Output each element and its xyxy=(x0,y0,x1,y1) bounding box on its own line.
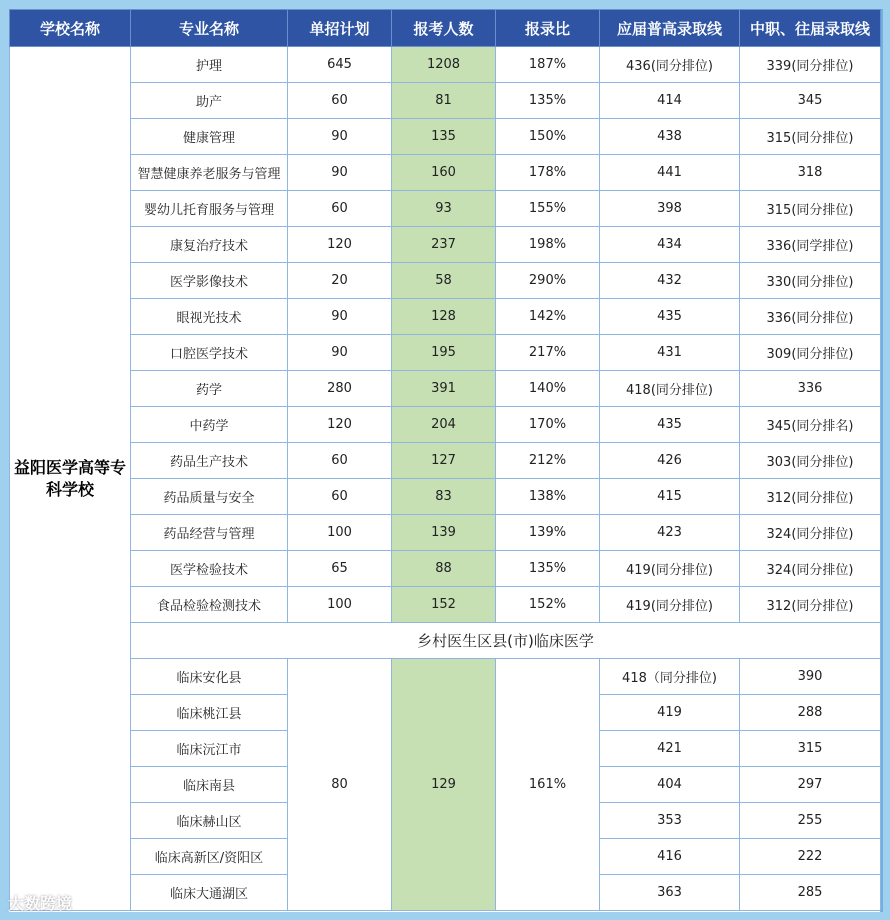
general-cutoff-cell: 418（同分排位) xyxy=(600,659,740,695)
applicants-cell: 152 xyxy=(392,587,496,623)
table-row xyxy=(10,227,881,263)
vocational-cutoff-cell: 330(同分排位) xyxy=(740,263,881,299)
vocational-cutoff-cell: 303(同分排位) xyxy=(740,443,881,479)
section-row xyxy=(10,623,881,659)
vocational-cutoff-cell: 222 xyxy=(740,839,881,875)
table-row xyxy=(10,335,881,371)
section-title: 乡村医生区县(市)临床医学 xyxy=(131,623,881,659)
major-cell: 护理 xyxy=(131,47,288,83)
major-cell: 婴幼儿托育服务与管理 xyxy=(131,191,288,227)
major-cell: 中药学 xyxy=(131,407,288,443)
general-cutoff-cell: 423 xyxy=(600,515,740,551)
vocational-cutoff-cell: 297 xyxy=(740,767,881,803)
plan-cell: 60 xyxy=(288,479,392,515)
vocational-cutoff-cell: 309(同分排位) xyxy=(740,335,881,371)
vocational-cutoff-cell: 336(同学排位) xyxy=(740,227,881,263)
general-cutoff-cell: 363 xyxy=(600,875,740,911)
general-cutoff-cell: 414 xyxy=(600,83,740,119)
major-cell: 食品检验检测技术 xyxy=(131,587,288,623)
major-cell: 医学检验技术 xyxy=(131,551,288,587)
header-major: 专业名称 xyxy=(131,10,288,47)
applicants-cell: 237 xyxy=(392,227,496,263)
applicants-cell: 204 xyxy=(392,407,496,443)
major-cell: 临床桃江县 xyxy=(131,695,288,731)
table-row xyxy=(10,83,881,119)
applicants-cell: 195 xyxy=(392,335,496,371)
general-cutoff-cell: 441 xyxy=(600,155,740,191)
general-cutoff-cell: 419(同分排位) xyxy=(600,551,740,587)
general-cutoff-cell: 353 xyxy=(600,803,740,839)
major-cell: 临床南县 xyxy=(131,767,288,803)
plan-cell: 280 xyxy=(288,371,392,407)
plan-cell: 80 xyxy=(288,659,392,911)
major-cell: 药品质量与安全 xyxy=(131,479,288,515)
ratio-cell: 138% xyxy=(496,479,600,515)
table-row xyxy=(10,515,881,551)
vocational-cutoff-cell: 318 xyxy=(740,155,881,191)
vocational-cutoff-cell: 288 xyxy=(740,695,881,731)
major-cell: 口腔医学技术 xyxy=(131,335,288,371)
plan-cell: 90 xyxy=(288,155,392,191)
header-school: 学校名称 xyxy=(10,10,131,47)
general-cutoff-cell: 398 xyxy=(600,191,740,227)
ratio-cell: 139% xyxy=(496,515,600,551)
table-row xyxy=(10,551,881,587)
vocational-cutoff-cell: 345(同分排名) xyxy=(740,407,881,443)
table-row xyxy=(10,191,881,227)
plan-cell: 60 xyxy=(288,191,392,227)
applicants-cell: 81 xyxy=(392,83,496,119)
vocational-cutoff-cell: 285 xyxy=(740,875,881,911)
table-row xyxy=(10,587,881,623)
ratio-cell: 187% xyxy=(496,47,600,83)
vocational-cutoff-cell: 336 xyxy=(740,371,881,407)
ratio-cell: 290% xyxy=(496,263,600,299)
general-cutoff-cell: 418(同分排位) xyxy=(600,371,740,407)
vocational-cutoff-cell: 336(同分排位) xyxy=(740,299,881,335)
major-cell: 助产 xyxy=(131,83,288,119)
ratio-cell: 152% xyxy=(496,587,600,623)
ratio-cell: 155% xyxy=(496,191,600,227)
ratio-cell: 135% xyxy=(496,551,600,587)
general-cutoff-cell: 421 xyxy=(600,731,740,767)
plan-cell: 645 xyxy=(288,47,392,83)
admission-table xyxy=(9,9,881,911)
table-row xyxy=(10,299,881,335)
table-row xyxy=(10,263,881,299)
admission-table-container xyxy=(9,9,883,912)
vocational-cutoff-cell: 339(同分排位) xyxy=(740,47,881,83)
major-cell: 临床安化县 xyxy=(131,659,288,695)
general-cutoff-cell: 434 xyxy=(600,227,740,263)
watermark: 大数跨境 xyxy=(8,894,73,913)
major-cell: 药品生产技术 xyxy=(131,443,288,479)
ratio-cell: 135% xyxy=(496,83,600,119)
applicants-cell: 83 xyxy=(392,479,496,515)
general-cutoff-cell: 416 xyxy=(600,839,740,875)
table-row xyxy=(10,407,881,443)
plan-cell: 90 xyxy=(288,299,392,335)
general-cutoff-cell: 438 xyxy=(600,119,740,155)
vocational-cutoff-cell: 312(同分排位) xyxy=(740,479,881,515)
table-row xyxy=(10,119,881,155)
header-applicants: 报考人数 xyxy=(392,10,496,47)
major-cell: 药学 xyxy=(131,371,288,407)
general-cutoff-cell: 426 xyxy=(600,443,740,479)
major-cell: 临床沅江市 xyxy=(131,731,288,767)
general-cutoff-cell: 404 xyxy=(600,767,740,803)
ratio-cell: 140% xyxy=(496,371,600,407)
applicants-cell: 127 xyxy=(392,443,496,479)
vocational-cutoff-cell: 324(同分排位) xyxy=(740,515,881,551)
applicants-cell: 88 xyxy=(392,551,496,587)
table-row xyxy=(10,659,881,695)
major-cell: 临床赫山区 xyxy=(131,803,288,839)
plan-cell: 65 xyxy=(288,551,392,587)
plan-cell: 60 xyxy=(288,83,392,119)
general-cutoff-cell: 419 xyxy=(600,695,740,731)
ratio-cell: 212% xyxy=(496,443,600,479)
major-cell: 眼视光技术 xyxy=(131,299,288,335)
table-row xyxy=(10,155,881,191)
vocational-cutoff-cell: 312(同分排位) xyxy=(740,587,881,623)
applicants-cell: 139 xyxy=(392,515,496,551)
ratio-cell: 170% xyxy=(496,407,600,443)
general-cutoff-cell: 431 xyxy=(600,335,740,371)
vocational-cutoff-cell: 255 xyxy=(740,803,881,839)
applicants-cell: 58 xyxy=(392,263,496,299)
plan-cell: 90 xyxy=(288,335,392,371)
general-cutoff-cell: 432 xyxy=(600,263,740,299)
vocational-cutoff-cell: 324(同分排位) xyxy=(740,551,881,587)
header-plan: 单招计划 xyxy=(288,10,392,47)
plan-cell: 100 xyxy=(288,587,392,623)
applicants-cell: 1208 xyxy=(392,47,496,83)
plan-cell: 120 xyxy=(288,227,392,263)
major-cell: 医学影像技术 xyxy=(131,263,288,299)
table-row xyxy=(10,479,881,515)
applicants-cell: 160 xyxy=(392,155,496,191)
general-cutoff-cell: 435 xyxy=(600,407,740,443)
major-cell: 康复治疗技术 xyxy=(131,227,288,263)
header-ratio: 报录比 xyxy=(496,10,600,47)
header-row xyxy=(10,10,881,47)
vocational-cutoff-cell: 345 xyxy=(740,83,881,119)
applicants-cell: 135 xyxy=(392,119,496,155)
major-cell: 药品经营与管理 xyxy=(131,515,288,551)
school-name-cell: 益阳医学高等专科学校 xyxy=(10,47,131,911)
ratio-cell: 142% xyxy=(496,299,600,335)
applicants-cell: 93 xyxy=(392,191,496,227)
major-cell: 临床高新区/资阳区 xyxy=(131,839,288,875)
general-cutoff-cell: 436(同分排位) xyxy=(600,47,740,83)
table-row xyxy=(10,47,881,83)
header-vocational-cutoff: 中职、往届录取线 xyxy=(740,10,881,47)
plan-cell: 90 xyxy=(288,119,392,155)
header-general-cutoff: 应届普高录取线 xyxy=(600,10,740,47)
general-cutoff-cell: 419(同分排位) xyxy=(600,587,740,623)
major-cell: 智慧健康养老服务与管理 xyxy=(131,155,288,191)
general-cutoff-cell: 415 xyxy=(600,479,740,515)
applicants-cell: 129 xyxy=(392,659,496,911)
plan-cell: 120 xyxy=(288,407,392,443)
ratio-cell: 150% xyxy=(496,119,600,155)
vocational-cutoff-cell: 315(同分排位) xyxy=(740,119,881,155)
plan-cell: 20 xyxy=(288,263,392,299)
major-cell: 临床大通湖区 xyxy=(131,875,288,911)
table-row xyxy=(10,371,881,407)
major-cell: 健康管理 xyxy=(131,119,288,155)
plan-cell: 60 xyxy=(288,443,392,479)
table-row xyxy=(10,443,881,479)
ratio-cell: 217% xyxy=(496,335,600,371)
applicants-cell: 391 xyxy=(392,371,496,407)
ratio-cell: 178% xyxy=(496,155,600,191)
ratio-cell: 198% xyxy=(496,227,600,263)
vocational-cutoff-cell: 390 xyxy=(740,659,881,695)
vocational-cutoff-cell: 315 xyxy=(740,731,881,767)
plan-cell: 100 xyxy=(288,515,392,551)
ratio-cell: 161% xyxy=(496,659,600,911)
general-cutoff-cell: 435 xyxy=(600,299,740,335)
vocational-cutoff-cell: 315(同分排位) xyxy=(740,191,881,227)
applicants-cell: 128 xyxy=(392,299,496,335)
